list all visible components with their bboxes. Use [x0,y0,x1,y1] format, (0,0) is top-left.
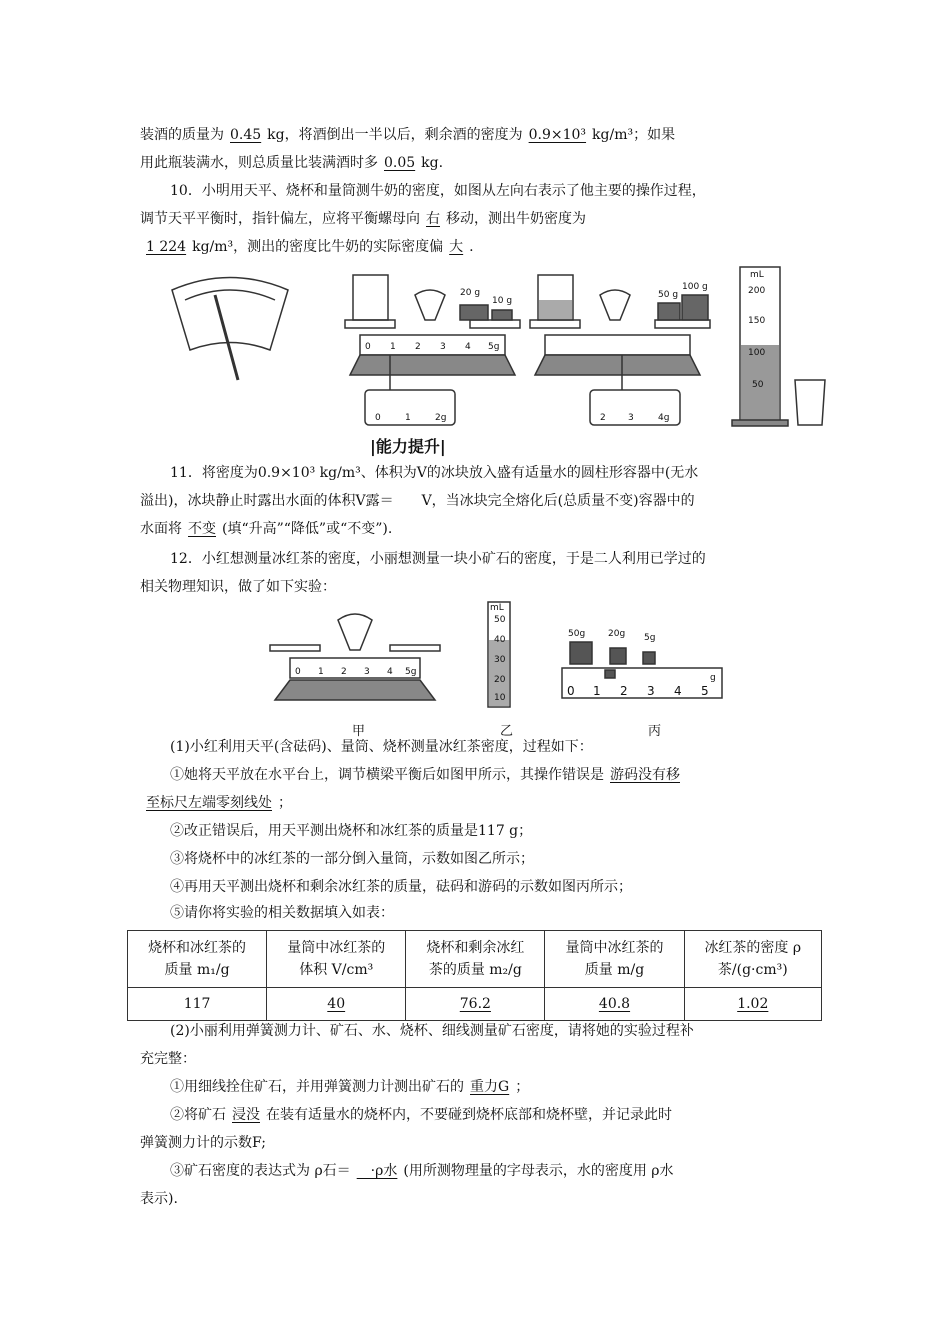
table-cell: 40.8 [545,988,684,1021]
zoom-tick: 1 [405,413,411,423]
table-cell: 117 [128,988,267,1021]
caption-bing: 丙 [648,724,662,739]
rider-tick: 5 [701,684,709,698]
scale-tick: 1 [318,667,324,677]
answer: 重力G [470,1079,510,1095]
q12-part1: (1)小红利用天平(含砝码)、量筒、烧杯测量冰红茶密度，过程如下： [170,739,593,755]
rider-tick: 1 [593,684,601,698]
table-header: 冰红茶的密度 ρ 茶/(g·cm³) [684,931,821,988]
cylinder-tick: 100 [748,348,766,358]
cylinder-unit: mL [490,603,504,613]
rider-unit: g [710,673,716,683]
rider-tick: 2 [620,684,628,698]
zoom-tick: 0 [375,413,381,423]
weight-label: 5g [644,633,656,643]
cylinder-tick: 50 [494,615,506,625]
cylinder-tick: 40 [494,635,506,645]
q9-line1: 装酒的质量为 0.45 kg，将酒倒出一半以后，剩余酒的密度为 0.9×10³ kg/m³；如果 [140,127,676,143]
q11-line2: 溢出)，冰块静止时露出水面的体积V露＝ V，当冰块完全熔化后(总质量不变)容器中的 [140,493,695,509]
q10-figure [160,265,840,435]
scale-tick: 3 [440,342,446,352]
answer: ·ρ水 [356,1163,398,1179]
table-cell: 1.02 [684,988,821,1021]
zoom-tick: 2 [600,413,606,423]
cylinder-tick: 150 [748,316,766,326]
data-table [127,930,822,1021]
answer: 游码没有移 [610,767,680,783]
q12-t2: ②将矿石 浸没 在装有适量水的烧杯内，不要碰到烧杯底部和烧杯壁，并记录此时 [170,1107,672,1123]
q11-line3: 水面将 不变 (填“升高”“降低”或“不变”). [140,521,393,537]
cylinder-tick: 50 [752,380,764,390]
q12-step5: ⑤请你将实验的相关数据填入如表： [170,905,394,921]
caption-yi: 乙 [500,724,514,739]
q12-part2-cont: 充完整： [140,1051,196,1067]
q12-step4: ④再用天平测出烧杯和剩余冰红茶的质量，砝码和游码的示数如图丙所示； [170,879,632,895]
q12-step1: ①她将天平放在水平台上，调节横梁平衡后如图甲所示，其操作错误是 游码没有移 [170,764,820,786]
scale-tick: 2 [415,342,421,352]
zoom-tick: 4g [658,413,670,423]
cylinder-tick: 30 [494,655,506,665]
scale-tick: 3 [364,667,370,677]
caption-jia: 甲 [352,724,366,739]
scale-tick: 5g [405,667,417,677]
q12-step2: ②改正错误后，用天平测出烧杯和冰红茶的质量是117 g； [170,823,533,839]
q10-line3: 1 224 kg/m³，测出的密度比牛奶的实际密度偏 大 . [140,236,820,258]
answer: 浸没 [232,1107,260,1123]
q12-step3: ③将烧杯中的冰红茶的一部分倒入量筒，示数如图乙所示； [170,851,534,867]
table-cell: 76.2 [406,988,545,1021]
cylinder-tick: 10 [494,693,506,703]
weight-label: 20g [608,629,626,639]
scale-tick: 4 [387,667,393,677]
rider-tick: 4 [674,684,682,698]
empty-beaker [795,380,825,425]
weight-label: 50 g [658,290,679,300]
zoom-tick: 3 [628,413,634,423]
weight-label: 10 g [492,296,513,306]
table-header: 烧杯和剩余冰红 茶的质量 m₂/g [406,931,545,988]
cylinder-tick: 200 [748,286,766,296]
pointer-gauge [172,278,288,351]
rider-scale [562,668,722,698]
q12-part2: (2)小丽利用弹簧测力计、矿石、水、烧杯、细线测量矿石密度，请将她的实验过程补 [170,1023,694,1039]
cylinder-unit: mL [750,270,764,280]
answer: 大 [449,239,464,255]
gauge-pointer [215,295,238,380]
scale-tick: 0 [365,342,371,352]
q9-line2: 用此瓶装满水，则总质量比装满酒时多 0.05 kg. [140,155,444,171]
q12-line2: 相关物理知识，做了如下实验： [140,579,336,595]
answer: 0.45 [230,127,262,143]
rider-tick: 0 [567,684,575,698]
q12-step1-cont: 至标尺左端零刻线处 ； [140,792,820,814]
cylinder-tick: 20 [494,675,506,685]
answer: 不变 [188,521,216,537]
rider-tick: 3 [647,684,655,698]
answer: 1 224 [146,239,187,255]
q11-line1: 11．将密度为0.9×10³ kg/m³、体积为V的冰块放入盛有适量水的圆柱形容器中(无水 [170,465,699,481]
section-banner: |能力提升| [370,437,446,456]
q12-figure [260,600,730,715]
table-header: 烧杯和冰红茶的 质量 m₁/g [128,931,267,988]
q12-t1: ①用细线拴住矿石，并用弹簧测力计测出矿石的 重力G ； [170,1079,530,1095]
weight-label: 50g [568,629,586,639]
q10-line2: 调节天平平衡时，指针偏左，应将平衡螺母向 右 移动，测出牛奶密度为 [140,211,586,227]
scale-tick: 4 [465,342,471,352]
answer: 至标尺左端零刻线处 [146,795,272,811]
weight-label: 100 g [682,282,708,292]
q10-line1: 10．小明用天平、烧杯和量筒测牛奶的密度，如图从左向右表示了他主要的操作过程， [170,183,706,199]
answer: 右 [426,211,440,227]
q12-line1: 12．小红想测量冰红茶的密度，小丽想测量一块小矿石的密度，于是二人利用已学过的 [170,551,706,567]
scale-tick: 1 [390,342,396,352]
q12-t3-cont: 表示). [140,1191,178,1207]
table-header: 量筒中冰红茶的 质量 m/g [545,931,684,988]
zoom-tick: 2g [435,413,447,423]
answer: 0.9×10³ [528,127,587,143]
q12-t2-cont: 弹簧测力计的示数F; [140,1135,266,1151]
table-cell: 40 [267,988,406,1021]
scale-tick: 0 [295,667,301,677]
table-header: 量筒中冰红茶的 体积 V/cm³ [267,931,406,988]
beaker [353,275,388,320]
weight-label: 20 g [460,288,481,298]
q12-t3: ③矿石密度的表达式为 ρ石＝ ·ρ水 (用所测物理量的字母表示，水的密度用 ρ水 [170,1163,674,1179]
table-row [128,988,822,1021]
scale-tick: 2 [341,667,347,677]
table-header-row [128,931,822,988]
answer: 0.05 [384,155,416,171]
scale-tick: 5g [488,342,500,352]
